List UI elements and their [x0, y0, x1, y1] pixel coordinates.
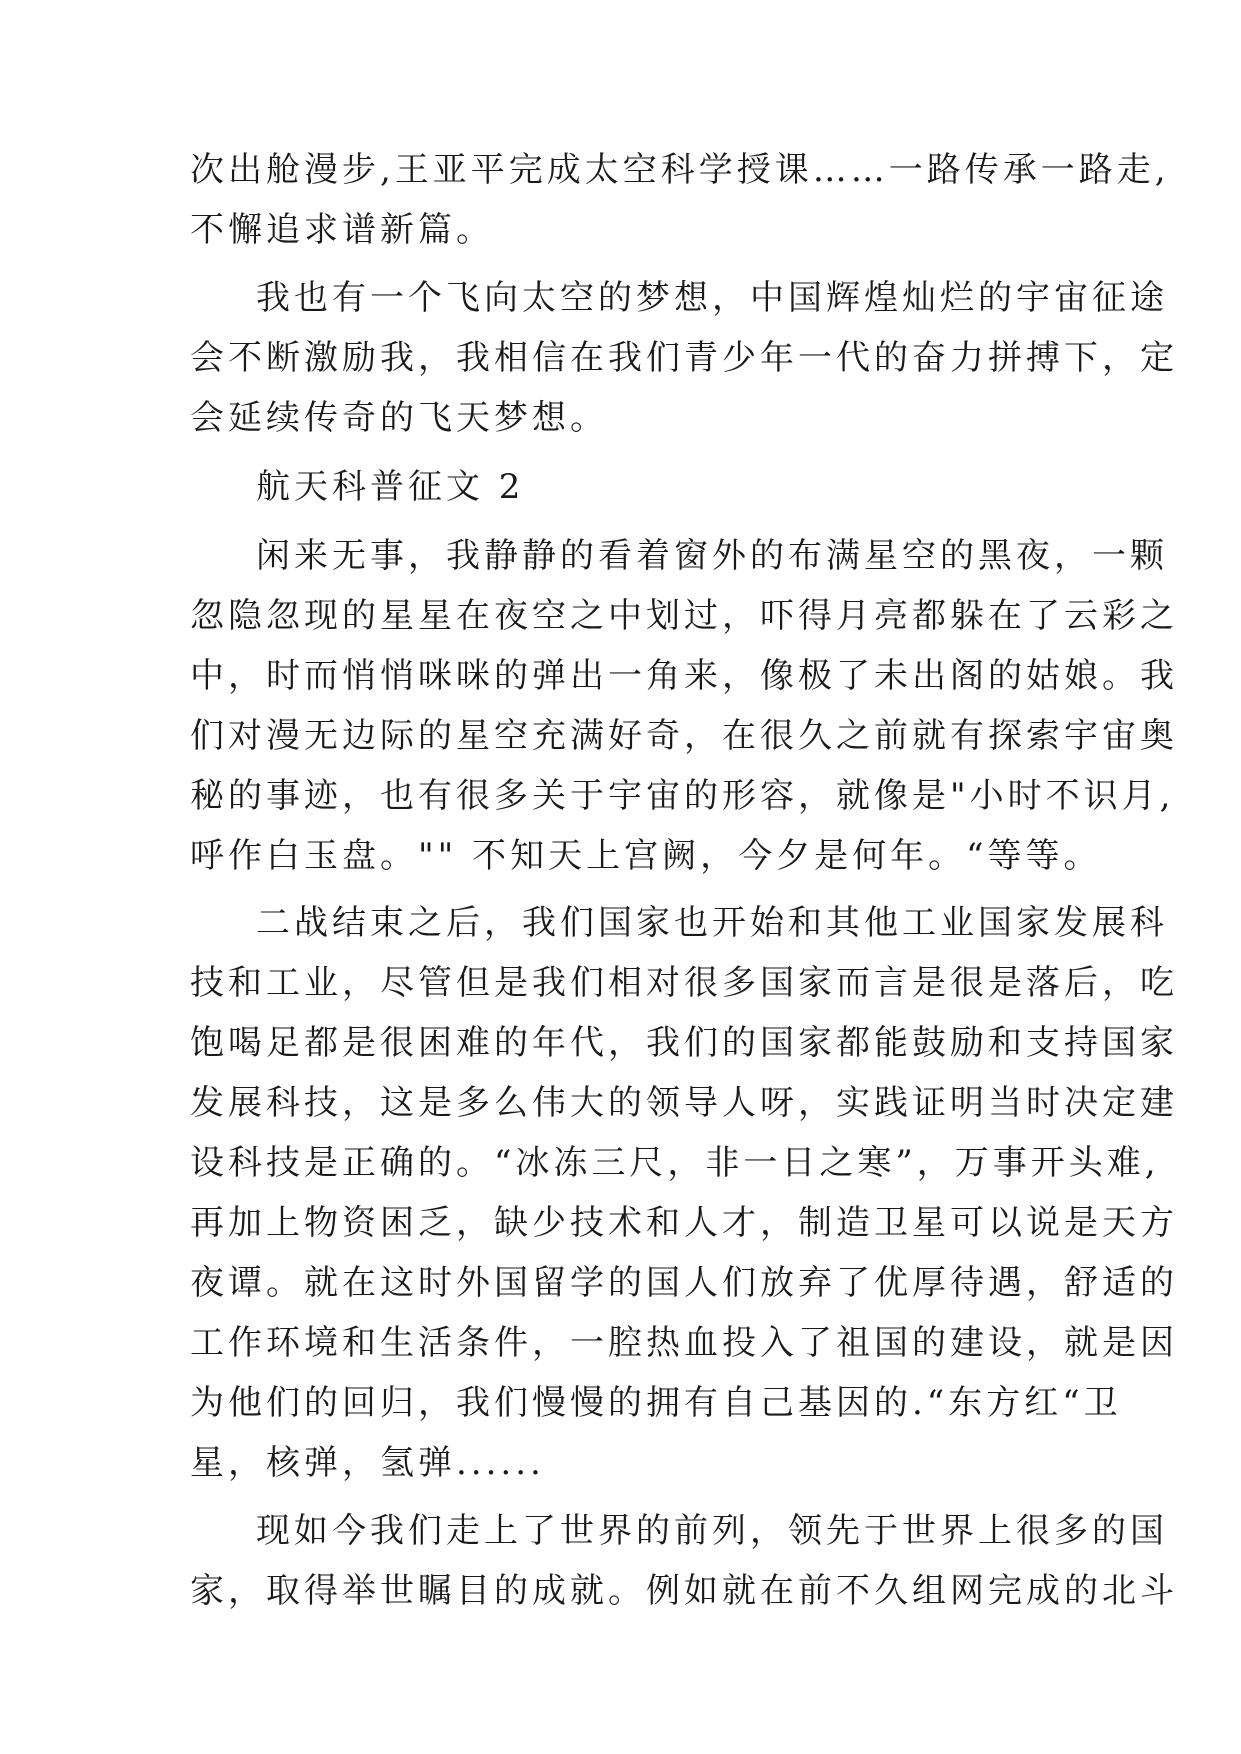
text-line: 为他们的回归，我们慢慢的拥有自己基因的.“东方红“卫: [190, 1383, 1122, 1423]
text-line: 会不断激励我，我相信在我们青少年一代的奋力拼搏下，定: [190, 338, 1178, 378]
text-line: 忽隐忽现的星星在夜空之中划过，吓得月亮都躲在了云彩之: [190, 596, 1178, 636]
text-line: 呼作白玉盘。"" 不知天上宫阙，今夕是何年。“等等。: [190, 836, 1102, 876]
text-line: 们对漫无边际的星空充满好奇，在很久之前就有探索宇宙奥: [190, 716, 1178, 756]
text-line: 中，时而悄悄咪咪的弹出一角来，像极了未出阁的姑娘。我: [190, 656, 1178, 696]
text-line: 家，取得举世瞩目的成就。例如就在前不久组网完成的北斗: [190, 1571, 1178, 1611]
text-line: 设科技是正确的。“冰冻三尺，非一日之寒”，万事开头难,: [190, 1143, 1160, 1183]
text-line: 星，核弹，氢弹......: [190, 1443, 545, 1483]
text-line: 再加上物资困乏，缺少技术和人才，制造卫星可以说是天方: [190, 1203, 1178, 1243]
text-line: 发展科技，这是多么伟大的领导人呀，实践证明当时决定建: [190, 1083, 1178, 1123]
text-line: 工作环境和生活条件，一腔热血投入了祖国的建设，就是因: [190, 1323, 1178, 1363]
text-line: 夜谭。就在这时外国留学的国人们放弃了优厚待遇，舒适的: [190, 1263, 1178, 1303]
paragraph-start-line: 我也有一个飞向太空的梦想，中国辉煌灿烂的宇宙征途: [256, 278, 1168, 318]
paragraph-start-line: 现如今我们走上了世界的前列，领先于世界上很多的国: [256, 1511, 1168, 1551]
text-line: 秘的事迹，也有很多关于宇宙的形容，就像是"小时不识月,: [190, 776, 1175, 816]
text-line: 会延续传奇的飞天梦想。: [190, 398, 608, 438]
text-line: 技和工业，尽管但是我们相对很多国家而言是很是落后，吃: [190, 963, 1178, 1003]
text-line: 不懈追求谱新篇。: [190, 210, 494, 250]
text-line: 次出舱漫步,王亚平完成太空科学授课……一路传承一路走,: [190, 150, 1170, 190]
paragraph-start-line: 闲来无事，我静静的看着窗外的布满星空的黑夜，一颗: [256, 536, 1168, 576]
section-heading: 航天科普征文 2: [256, 467, 525, 507]
paragraph-start-line: 二战结束之后，我们国家也开始和其他工业国家发展科: [256, 903, 1168, 943]
text-line: 饱喝足都是很困难的年代，我们的国家都能鼓励和支持国家: [190, 1023, 1178, 1063]
